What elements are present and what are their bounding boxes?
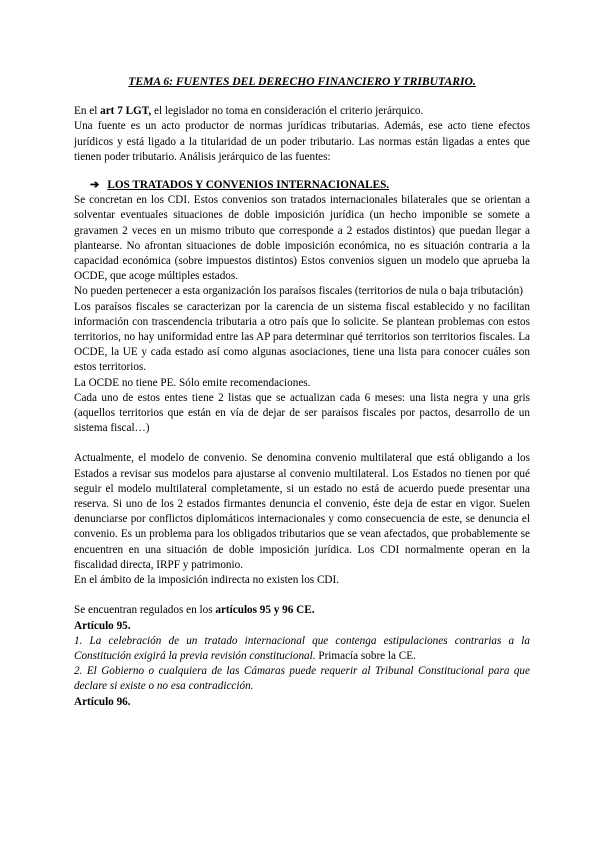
section-heading-text: LOS TRATADOS Y CONVENIOS INTERNACIONALES. <box>107 179 390 192</box>
blank-line <box>74 436 530 451</box>
regulation-pre: Se encuentran regulados en los <box>74 604 216 617</box>
body-paragraph: La OCDE no tiene PE. Sólo emite recomendaciones. <box>74 376 311 389</box>
intro-p1-bold: art 7 LGT, <box>100 105 152 118</box>
article-96-heading: Artículo 96. <box>74 695 131 708</box>
intro-p1-pre: En el <box>74 105 101 118</box>
article-95-clause-1-note: Primacía sobre la CE. <box>315 649 416 662</box>
intro-paragraph-1 <box>74 104 530 119</box>
page-title: TEMA 6: FUENTES DEL DERECHO FINANCIERO Y TRIBUTARIO. <box>128 75 476 88</box>
article-95-clause-1 <box>74 634 530 664</box>
blank-line <box>74 588 530 603</box>
arrow-right-icon: ➔ <box>90 179 100 192</box>
body-paragraph: Los paraísos fiscales se caracterizan por la carencia de un sistema fiscal establecido y no facilitan información con trascendencia tributaria a otro país que lo solicite. Se plantean problemas con estos territorios, no hay uniformidad entre las AP para determinar qué territorios son territorios fiscales. La OCDE, la UE y cada estado así como algunas asociaciones, tiene una lista para conocer cuáles son estos territorios. <box>74 300 530 374</box>
body-paragraph: Se concretan en los CDI. Estos convenios son tratados internacionales bilaterales que se orientan a solventar eventuales situaciones de doble imposición jurídica (un hecho imponible se somete a gravamen 2 veces en un mismo tributo que corresponde a 2 estados distintos) que puedan llegar a plantearse. No afrontan situaciones de doble imposición económica, no es situación contraria a la capacidad económica (sobre impuestos distintos) Estos convenios siguen un modelo que aprueba la OCDE, que acoge múltiples estados. <box>74 194 530 283</box>
article-95-clause-1-text: 1. La celebración de un tratado internacional que contenga estipulaciones contrarias a la Constitución exigirá la previa revisión constitucional. <box>74 634 530 662</box>
regulation-articles: artículos 95 y 96 CE. <box>215 604 315 617</box>
intro-p1-post: el legislador no toma en consideración el criterio jerárquico. <box>151 105 424 118</box>
section-heading <box>90 178 530 193</box>
body-paragraph: Actualmente, el modelo de convenio. Se denomina convenio multilateral que está obligando a los Estados a revisar sus modelos para ajustarse al convenio multilateral. Los Estados no tienen por qué seguir el modelo multilateral completamente, si un estado no está de acuerdo puede presentar una reserva. Si uno de los 2 estados firmantes denuncia el convenio, éste deja de estar en vigor. Suelen denunciarse por conflictos diplomáticos internacionales y como consecuencia de este, se denuncia el convenio. Es un problema para los obligados tributarios que se vean afectados, que probablemente se encuentren en una situación de doble imposición jurídica. Los CDI normalmente operan en la fiscalidad directa, IRPF y patrimonio. <box>74 452 530 571</box>
body-paragraph: No pueden pertenecer a esta organización los paraísos fiscales (territorios de nula o baja tributación) <box>74 285 523 298</box>
article-95-heading: Artículo 95. <box>74 619 131 632</box>
regulation-line <box>74 603 530 618</box>
body-paragraph: En el ámbito de la imposición indirecta no existen los CDI. <box>74 574 340 587</box>
article-95-clause-2: 2. El Gobierno o cualquiera de las Cámaras puede requerir al Tribunal Constitucional para que declare si existe o no esa contradicción. <box>74 665 530 693</box>
body-paragraph: Cada uno de estos entes tiene 2 listas que se actualizan cada 6 meses: una lista negra y una gris (aquellos territorios que están en vía de dejar de ser paraísos fiscales por pactos, desarrollo de un sistema fiscal…) <box>74 391 530 435</box>
intro-paragraph-2: Una fuente es un acto productor de normas jurídicas tributarias. Además, ese acto tiene efectos jurídicos y está ligado a la titularidad de un poder tributario. Las normas están ligadas a entes que tienen poder tributario. Análisis jerárquico de las fuentes: <box>74 120 530 163</box>
